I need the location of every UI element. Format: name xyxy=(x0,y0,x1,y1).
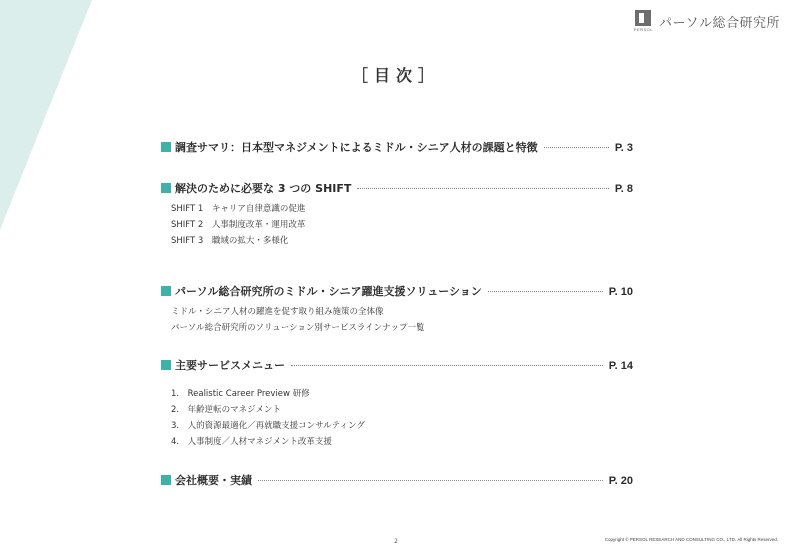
square-bullet-icon xyxy=(161,360,171,370)
page-title: ［目次］ xyxy=(351,66,440,85)
toc-subitem[interactable]: SHIFT 3 職域の拡大・多様化 xyxy=(171,236,289,246)
toc-subitem[interactable]: ミドル・シニア人材の躍進を促す取り組み施策の全体像 xyxy=(171,307,384,317)
toc-page-number: P. 14 xyxy=(608,360,633,372)
dot-leader xyxy=(488,291,603,292)
corner-decoration xyxy=(0,0,100,230)
toc-subitem[interactable]: パーソル総合研究所のソリューション別サービスラインナップ一覧 xyxy=(171,323,425,333)
square-bullet-icon xyxy=(161,286,171,296)
toc-subitem[interactable]: 2. 年齢逆転のマネジメント xyxy=(171,405,281,415)
logo-brand-text: パーソル総合研究所 xyxy=(659,15,780,31)
logo-sub-text: PERSOL xyxy=(633,27,654,32)
toc-page-number: P. 10 xyxy=(608,286,633,298)
toc-section xyxy=(161,180,633,249)
dot-leader xyxy=(544,147,609,148)
dot-leader xyxy=(357,188,608,189)
toc-subitem[interactable]: 1. Realistic Career Preview 研修 xyxy=(171,389,310,399)
toc-heading-label: 主要サービスメニュー xyxy=(175,359,285,372)
toc-page-number: P. 3 xyxy=(614,142,633,154)
copyright-text: Copyright © PERSOL RESEARCH AND CONSULTING CO., LTD. All Rights Reserved. xyxy=(604,537,778,542)
dot-leader xyxy=(258,480,603,481)
toc-heading-label: 会社概要・実績 xyxy=(175,474,252,487)
toc-subitem[interactable]: 3. 人的資源最適化／再就職支援コンサルティング xyxy=(171,421,365,431)
toc-subitem[interactable]: SHIFT 1 キャリア自律意識の促進 xyxy=(171,204,306,214)
toc-heading[interactable] xyxy=(161,180,633,196)
square-bullet-icon xyxy=(161,475,171,485)
toc-heading-label: 調査サマリ：日本型マネジメントによるミドル・シニア人材の課題と特徴 xyxy=(175,141,538,154)
square-bullet-icon xyxy=(161,183,171,193)
toc-heading[interactable] xyxy=(161,357,633,373)
toc-page-number: P. 8 xyxy=(614,183,633,195)
toc-subitem[interactable]: SHIFT 2 人事制度改革・運用改革 xyxy=(171,220,306,230)
toc-heading[interactable] xyxy=(161,472,633,488)
toc-section xyxy=(161,357,633,450)
toc-heading[interactable] xyxy=(161,139,633,155)
toc-subitem[interactable]: 4. 人事制度／人材マネジメント改革支援 xyxy=(171,437,332,447)
toc-section xyxy=(161,472,633,488)
page-number: 2 xyxy=(394,538,398,545)
toc-section xyxy=(161,283,633,336)
square-bullet-icon xyxy=(161,142,171,152)
toc-heading-label: 解決のために必要な 3 つの SHIFT xyxy=(175,182,352,195)
toc-section xyxy=(161,139,633,155)
toc-heading-label: パーソル総合研究所のミドル・シニア躍進支援ソリューション xyxy=(175,285,482,298)
toc-page-number: P. 20 xyxy=(608,475,633,487)
logo-mark-icon xyxy=(634,10,653,32)
company-logo xyxy=(634,10,780,32)
toc-heading[interactable] xyxy=(161,283,633,299)
dot-leader xyxy=(291,365,603,366)
